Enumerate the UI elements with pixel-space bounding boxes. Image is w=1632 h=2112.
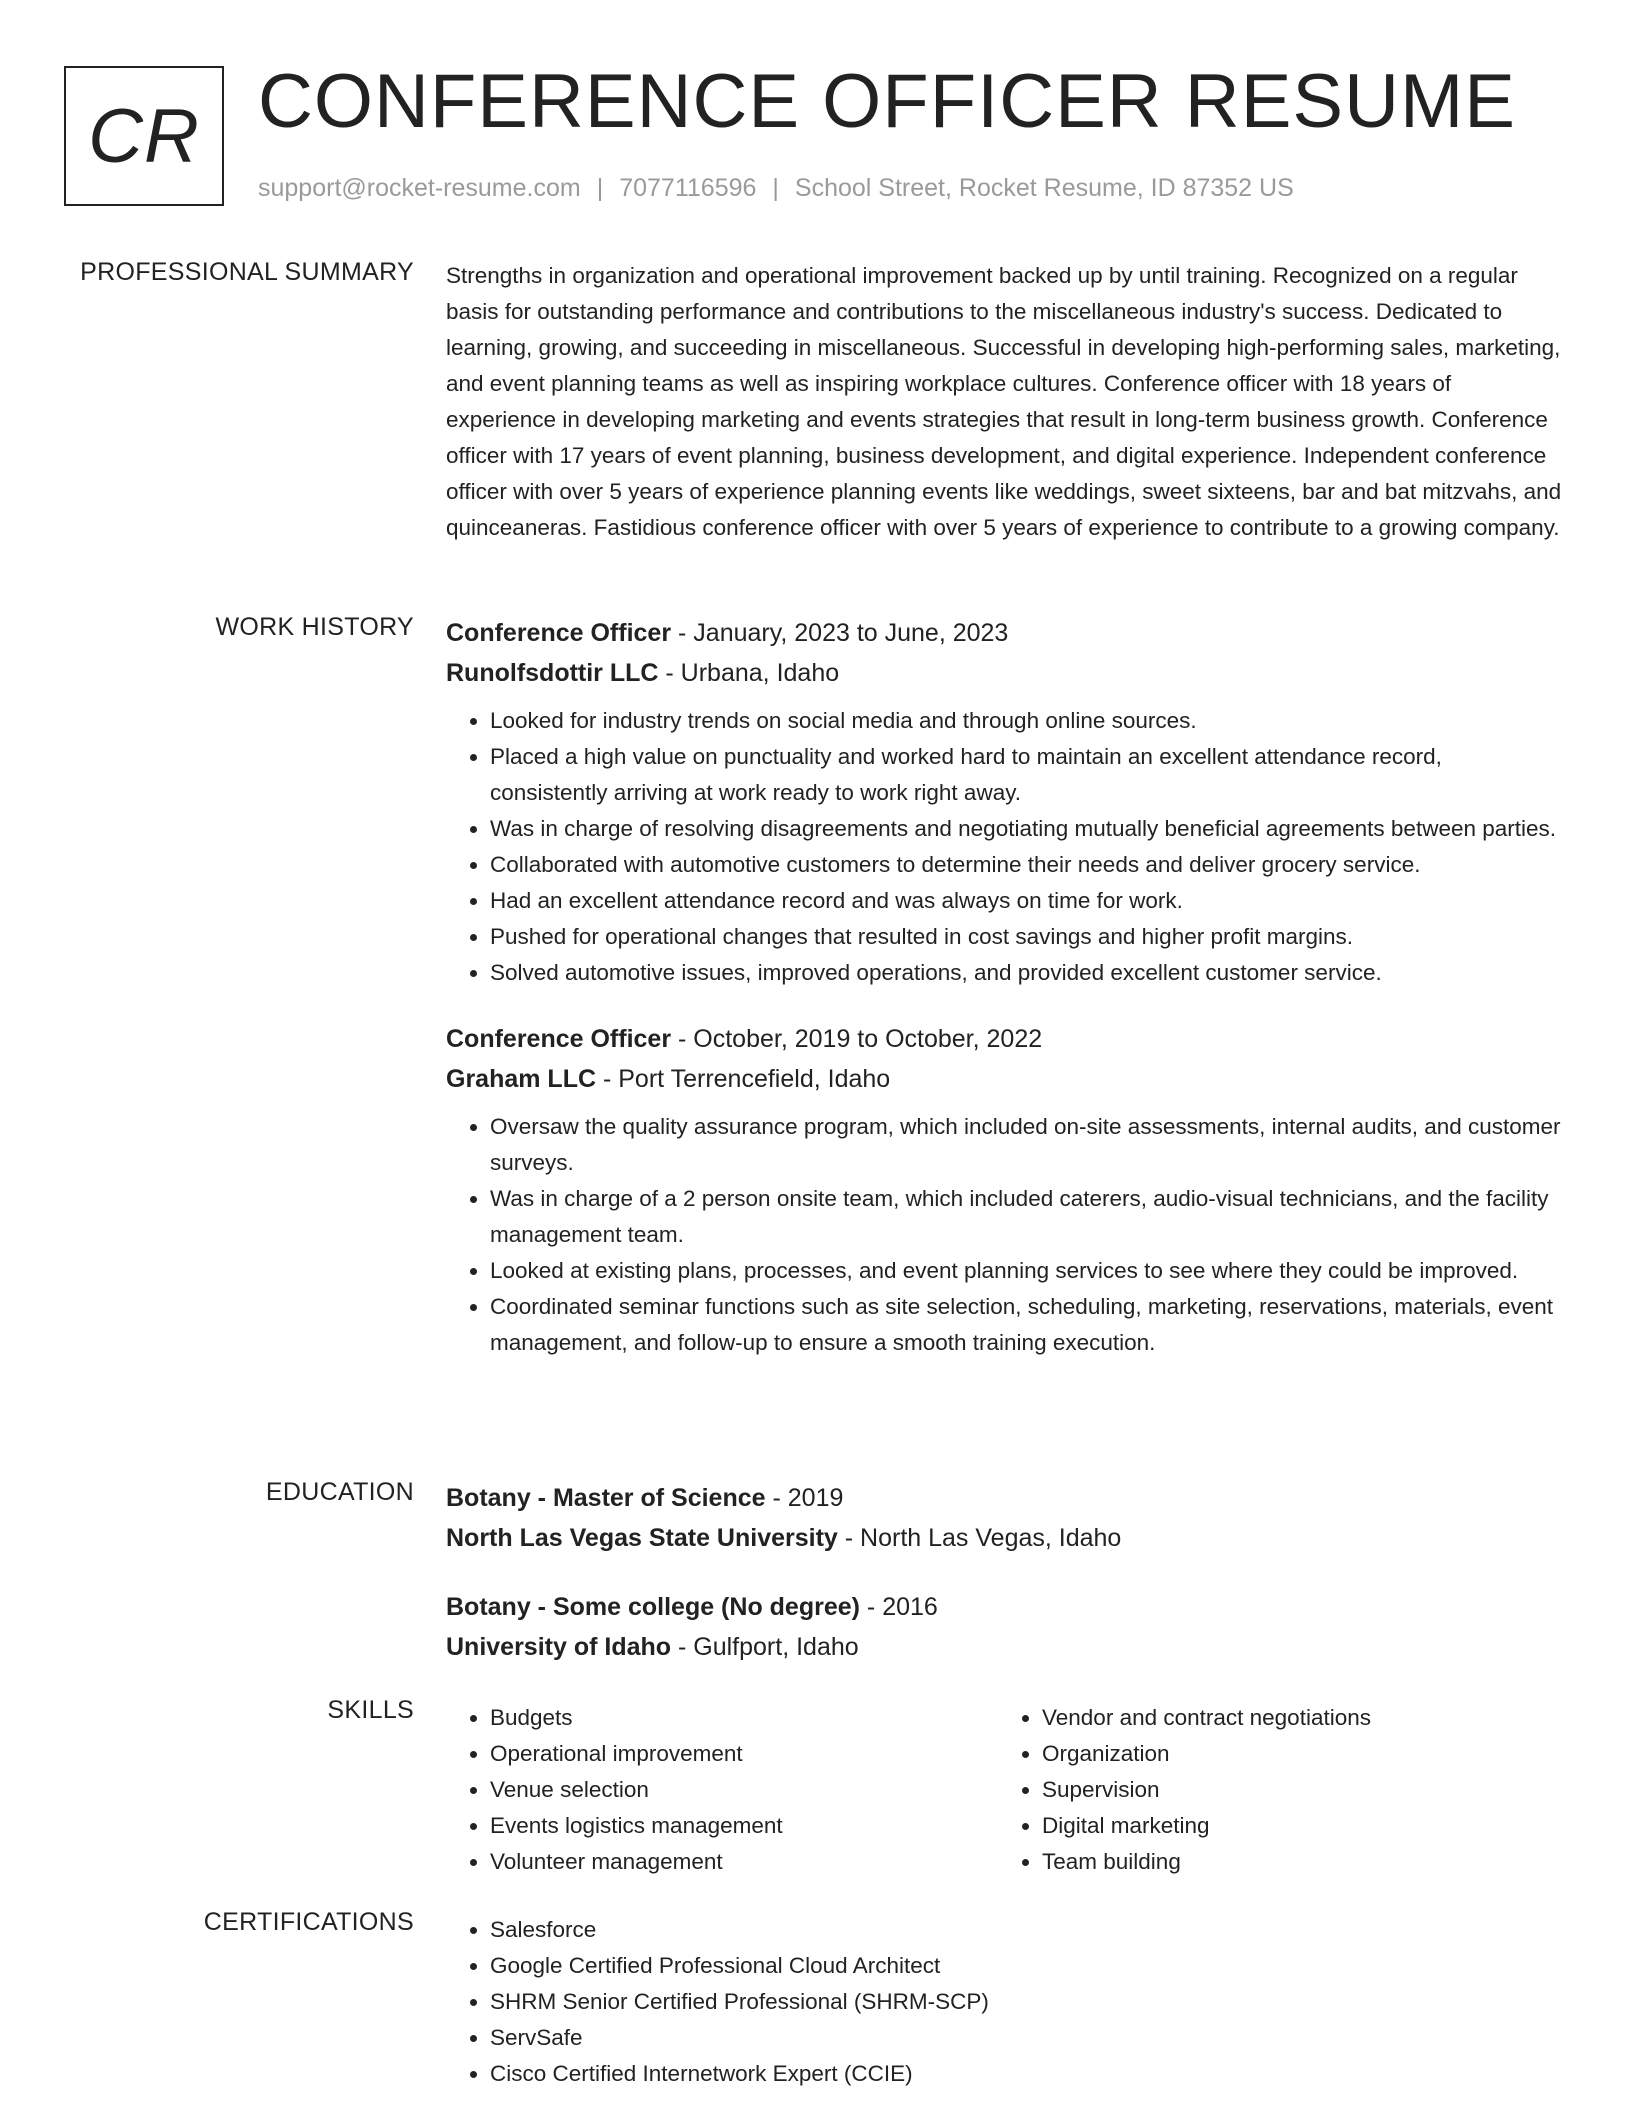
education-degree: Botany - Master of Science <box>446 1484 766 1512</box>
education-degree-line <box>446 1478 1562 1518</box>
list-item: • Coordinated seminar functions such as site selection, scheduling, marketing, reservations, materials, event management, and follow-up to ensure a smooth training execution. <box>490 1289 1562 1361</box>
job-title: Conference Officer <box>446 1025 672 1053</box>
list-item: • SHRM Senior Certified Professional (SHRM-SCP) <box>490 1984 1562 2020</box>
job-bullets <box>446 703 1562 991</box>
education-school-line <box>446 1627 1562 1667</box>
work-body <box>446 613 1562 1361</box>
list-item: • Looked at existing plans, processes, and event planning services to see where they could be improved. <box>490 1253 1562 1289</box>
job-company: Graham LLC <box>446 1065 597 1093</box>
monogram <box>64 66 224 206</box>
job-location: - Urbana, Idaho <box>665 659 840 687</box>
list-item: • Had an excellent attendance record and was always on time for work. <box>490 883 1562 919</box>
list-item: • Collaborated with automotive customers to determine their needs and deliver grocery service. <box>490 847 1562 883</box>
list-item: • Was in charge of resolving disagreements and negotiating mutually beneficial agreements between parties. <box>490 811 1562 847</box>
job-location: - Port Terrencefield, Idaho <box>602 1065 891 1093</box>
contact-line <box>258 174 1294 203</box>
list-item: • Volunteer management <box>490 1844 950 1880</box>
list-item: • Oversaw the quality assurance program, which included on-site assessments, internal audits, and customer surveys. <box>490 1109 1562 1181</box>
list-item: • Vendor and contract negotiations <box>1042 1700 1454 1736</box>
list-item: • Team building <box>1042 1844 1454 1880</box>
skills-columns <box>446 1700 1562 1880</box>
education-entry <box>446 1478 1562 1558</box>
list-item: • Cisco Certified Internetwork Expert (CCIE) <box>490 2056 1562 2092</box>
job-title: Conference Officer <box>446 619 672 647</box>
list-item: • Salesforce <box>490 1912 1562 1948</box>
list-item: • Solved automotive issues, improved operations, and provided excellent customer service. <box>490 955 1562 991</box>
list-item: • Supervision <box>1042 1772 1454 1808</box>
job-bullets <box>446 1109 1562 1361</box>
job-title-line <box>446 613 1562 653</box>
summary-body <box>446 258 1562 546</box>
education-entry <box>446 1587 1562 1667</box>
contact-separator: | <box>772 174 779 202</box>
education-year: - 2016 <box>866 1593 938 1621</box>
contact-email: support@rocket-resume.com <box>258 174 581 202</box>
list-item: • Organization <box>1042 1736 1454 1772</box>
job-company-line <box>446 1059 1562 1099</box>
skills-list-left <box>446 1700 950 1880</box>
section-label-work: WORK HISTORY <box>215 613 414 641</box>
education-school: University of Idaho <box>446 1633 672 1661</box>
section-label-summary: PROFESSIONAL SUMMARY <box>80 258 414 286</box>
list-item: • Google Certified Professional Cloud Architect <box>490 1948 1562 1984</box>
skills-body <box>446 1700 1562 1880</box>
certifications-list <box>446 1912 1562 2092</box>
list-item: • Budgets <box>490 1700 950 1736</box>
skills-list-right <box>950 1700 1454 1880</box>
job-entry <box>446 1019 1562 1361</box>
education-location: - Gulfport, Idaho <box>678 1633 859 1661</box>
section-label-skills: SKILLS <box>327 1696 414 1724</box>
education-location: - North Las Vegas, Idaho <box>844 1524 1122 1552</box>
job-entry <box>446 613 1562 991</box>
list-item: • Venue selection <box>490 1772 950 1808</box>
job-company-line <box>446 653 1562 693</box>
education-school: North Las Vegas State University <box>446 1524 838 1552</box>
summary-text: Strengths in organization and operational improvement backed up by until training. Recognized on a regular basis for outstanding performance and contributions to the miscellaneous industry's success. Dedicated to learning, growing, and succeeding in miscellaneous. Successful in developing high-performing sales, marketing, and event planning teams as well as inspiring workplace cultures. Conference officer with 18 years of experience in developing marketing and events strategies that result in long-term business growth. Conference officer with 17 years of event planning, business development, and digital experience. Independent conference officer with over 5 years of experience planning events like weddings, sweet sixteens, bar and bat mitzvahs, and quinceaneras. Fastidious conference officer with over 5 years of experience to contribute to a growing company. <box>446 263 1562 540</box>
contact-separator: | <box>596 174 604 202</box>
list-item: • Pushed for operational changes that resulted in cost savings and higher profit margins. <box>490 919 1562 955</box>
contact-phone: 7077116596 <box>619 174 757 202</box>
page-title: CONFERENCE OFFICER RESUME <box>258 59 1516 144</box>
section-label-certifications: CERTIFICATIONS <box>203 1908 414 1936</box>
list-item: • Digital marketing <box>1042 1808 1454 1844</box>
education-school-line <box>446 1518 1562 1558</box>
contact-address: School Street, Rocket Resume, ID 87352 US <box>794 174 1294 202</box>
education-degree: Botany - Some college (No degree) <box>446 1593 860 1621</box>
job-dates: - January, 2023 to June, 2023 <box>678 619 1009 647</box>
list-item: • Looked for industry trends on social media and through online sources. <box>490 703 1562 739</box>
list-item: • Was in charge of a 2 person onsite team, which included caterers, audio-visual technicians, and the facility management team. <box>490 1181 1562 1253</box>
certifications-body <box>446 1912 1562 2092</box>
list-item: • Placed a high value on punctuality and worked hard to maintain an excellent attendance record, consistently arriving at work ready to work right away. <box>490 739 1562 811</box>
list-item: • ServSafe <box>490 2020 1562 2056</box>
education-year: - 2019 <box>772 1484 844 1512</box>
education-body <box>446 1478 1562 1667</box>
list-item: • Operational improvement <box>490 1736 950 1772</box>
list-item: • Events logistics management <box>490 1808 950 1844</box>
job-company: Runolfsdottir LLC <box>446 659 659 687</box>
job-title-line <box>446 1019 1562 1059</box>
section-label-education: EDUCATION <box>265 1478 414 1506</box>
education-degree-line <box>446 1587 1562 1627</box>
monogram-text: CR <box>88 93 200 179</box>
job-dates: - October, 2019 to October, 2022 <box>678 1025 1043 1053</box>
